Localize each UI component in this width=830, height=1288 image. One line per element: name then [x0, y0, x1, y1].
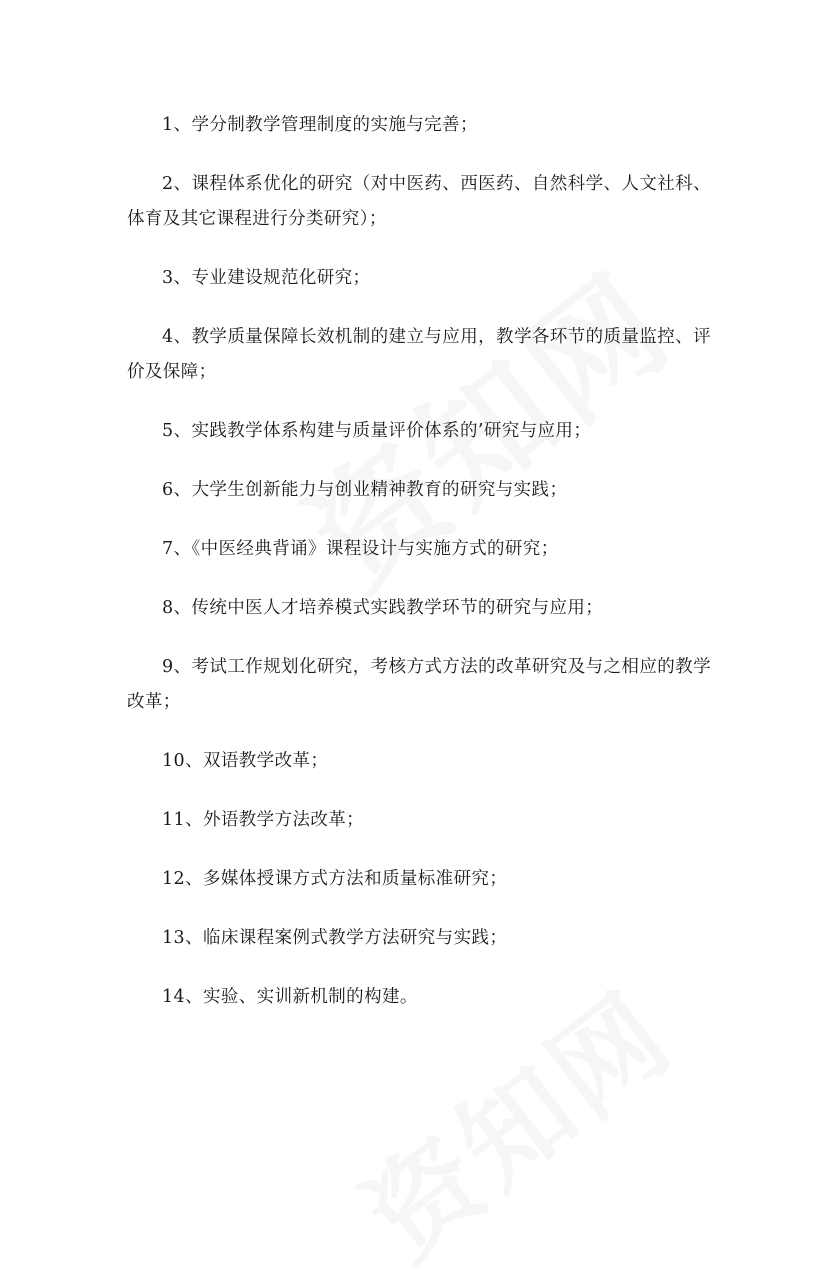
item-number: 1: [162, 115, 174, 135]
item-separator: 、: [185, 928, 203, 948]
item-text: 实验、实训新机制的构建。: [202, 987, 418, 1007]
list-item-7: [127, 532, 711, 567]
list-item-1: [127, 108, 711, 143]
item-text: 多媒体授课方式方法和质量标准研究；: [202, 869, 508, 889]
item-text: 课程体系优化的研究（对中医药、西医药、自然科学、人文社科、体育及其它课程进行分类研究）；: [127, 174, 711, 229]
item-text: 大学生创新能力与创业精神教育的研究与实践；: [191, 480, 568, 500]
item-text: 学分制教学管理制度的实施与完善；: [191, 115, 478, 135]
item-number: 8: [162, 598, 174, 618]
list-item-4: [127, 320, 711, 390]
list-item-6: [127, 473, 711, 508]
list-item-8: [127, 591, 711, 626]
item-text: 双语教学改革；: [202, 751, 329, 771]
list-item-11: [127, 803, 711, 838]
list-item-5: [127, 414, 711, 449]
item-number: 7: [162, 539, 174, 559]
item-text: 考试工作规划化研究，考核方式方法的改革研究及与之相应的教学改革；: [127, 657, 711, 712]
item-separator: 、: [185, 810, 203, 830]
list-item-13: [127, 921, 711, 956]
item-text: 临床课程案例式教学方法研究与实践；: [202, 928, 508, 948]
item-separator: 、: [173, 268, 192, 288]
list-item-3: [127, 261, 711, 296]
item-number: 2: [162, 174, 174, 194]
item-separator: 、: [173, 174, 192, 194]
item-number: 6: [162, 480, 174, 500]
item-number: 14: [162, 987, 186, 1007]
item-text: 教学质量保障长效机制的建立与应用，教学各环节的质量监控、评价及保障；: [127, 327, 711, 382]
item-number: 4: [162, 327, 174, 347]
item-number: 5: [162, 421, 174, 441]
item-separator: 、: [173, 657, 192, 677]
item-number: 9: [162, 657, 174, 677]
item-text: 实践教学体系构建与质量评价体系的’研究与应用；: [191, 421, 592, 441]
item-text: 传统中医人才培养模式实践教学环节的研究与应用；: [191, 598, 604, 618]
list-item-12: [127, 862, 711, 897]
item-separator: 、: [185, 869, 203, 889]
item-number: 3: [162, 268, 174, 288]
item-separator: 、: [173, 327, 192, 347]
item-separator: 、: [185, 751, 203, 771]
item-number: 11: [162, 810, 186, 830]
item-number: 10: [162, 751, 186, 771]
item-separator: 、: [173, 598, 192, 618]
item-number: 12: [162, 869, 186, 889]
item-number: 13: [162, 928, 186, 948]
list-item-9: [127, 650, 711, 720]
item-separator: 、: [173, 421, 192, 441]
item-text: 外语教学方法改革；: [202, 810, 365, 830]
item-text: 《中医经典背诵》课程设计与实施方式的研究；: [191, 539, 559, 559]
item-separator: 、: [185, 987, 203, 1007]
item-separator: 、: [173, 115, 192, 135]
item-separator: 、: [173, 539, 192, 559]
item-text: 专业建设规范化研究；: [191, 268, 371, 288]
item-list: [127, 108, 711, 1039]
list-item-14: [127, 980, 711, 1015]
list-item-10: [127, 744, 711, 779]
item-separator: 、: [173, 480, 192, 500]
list-item-2: [127, 167, 711, 237]
